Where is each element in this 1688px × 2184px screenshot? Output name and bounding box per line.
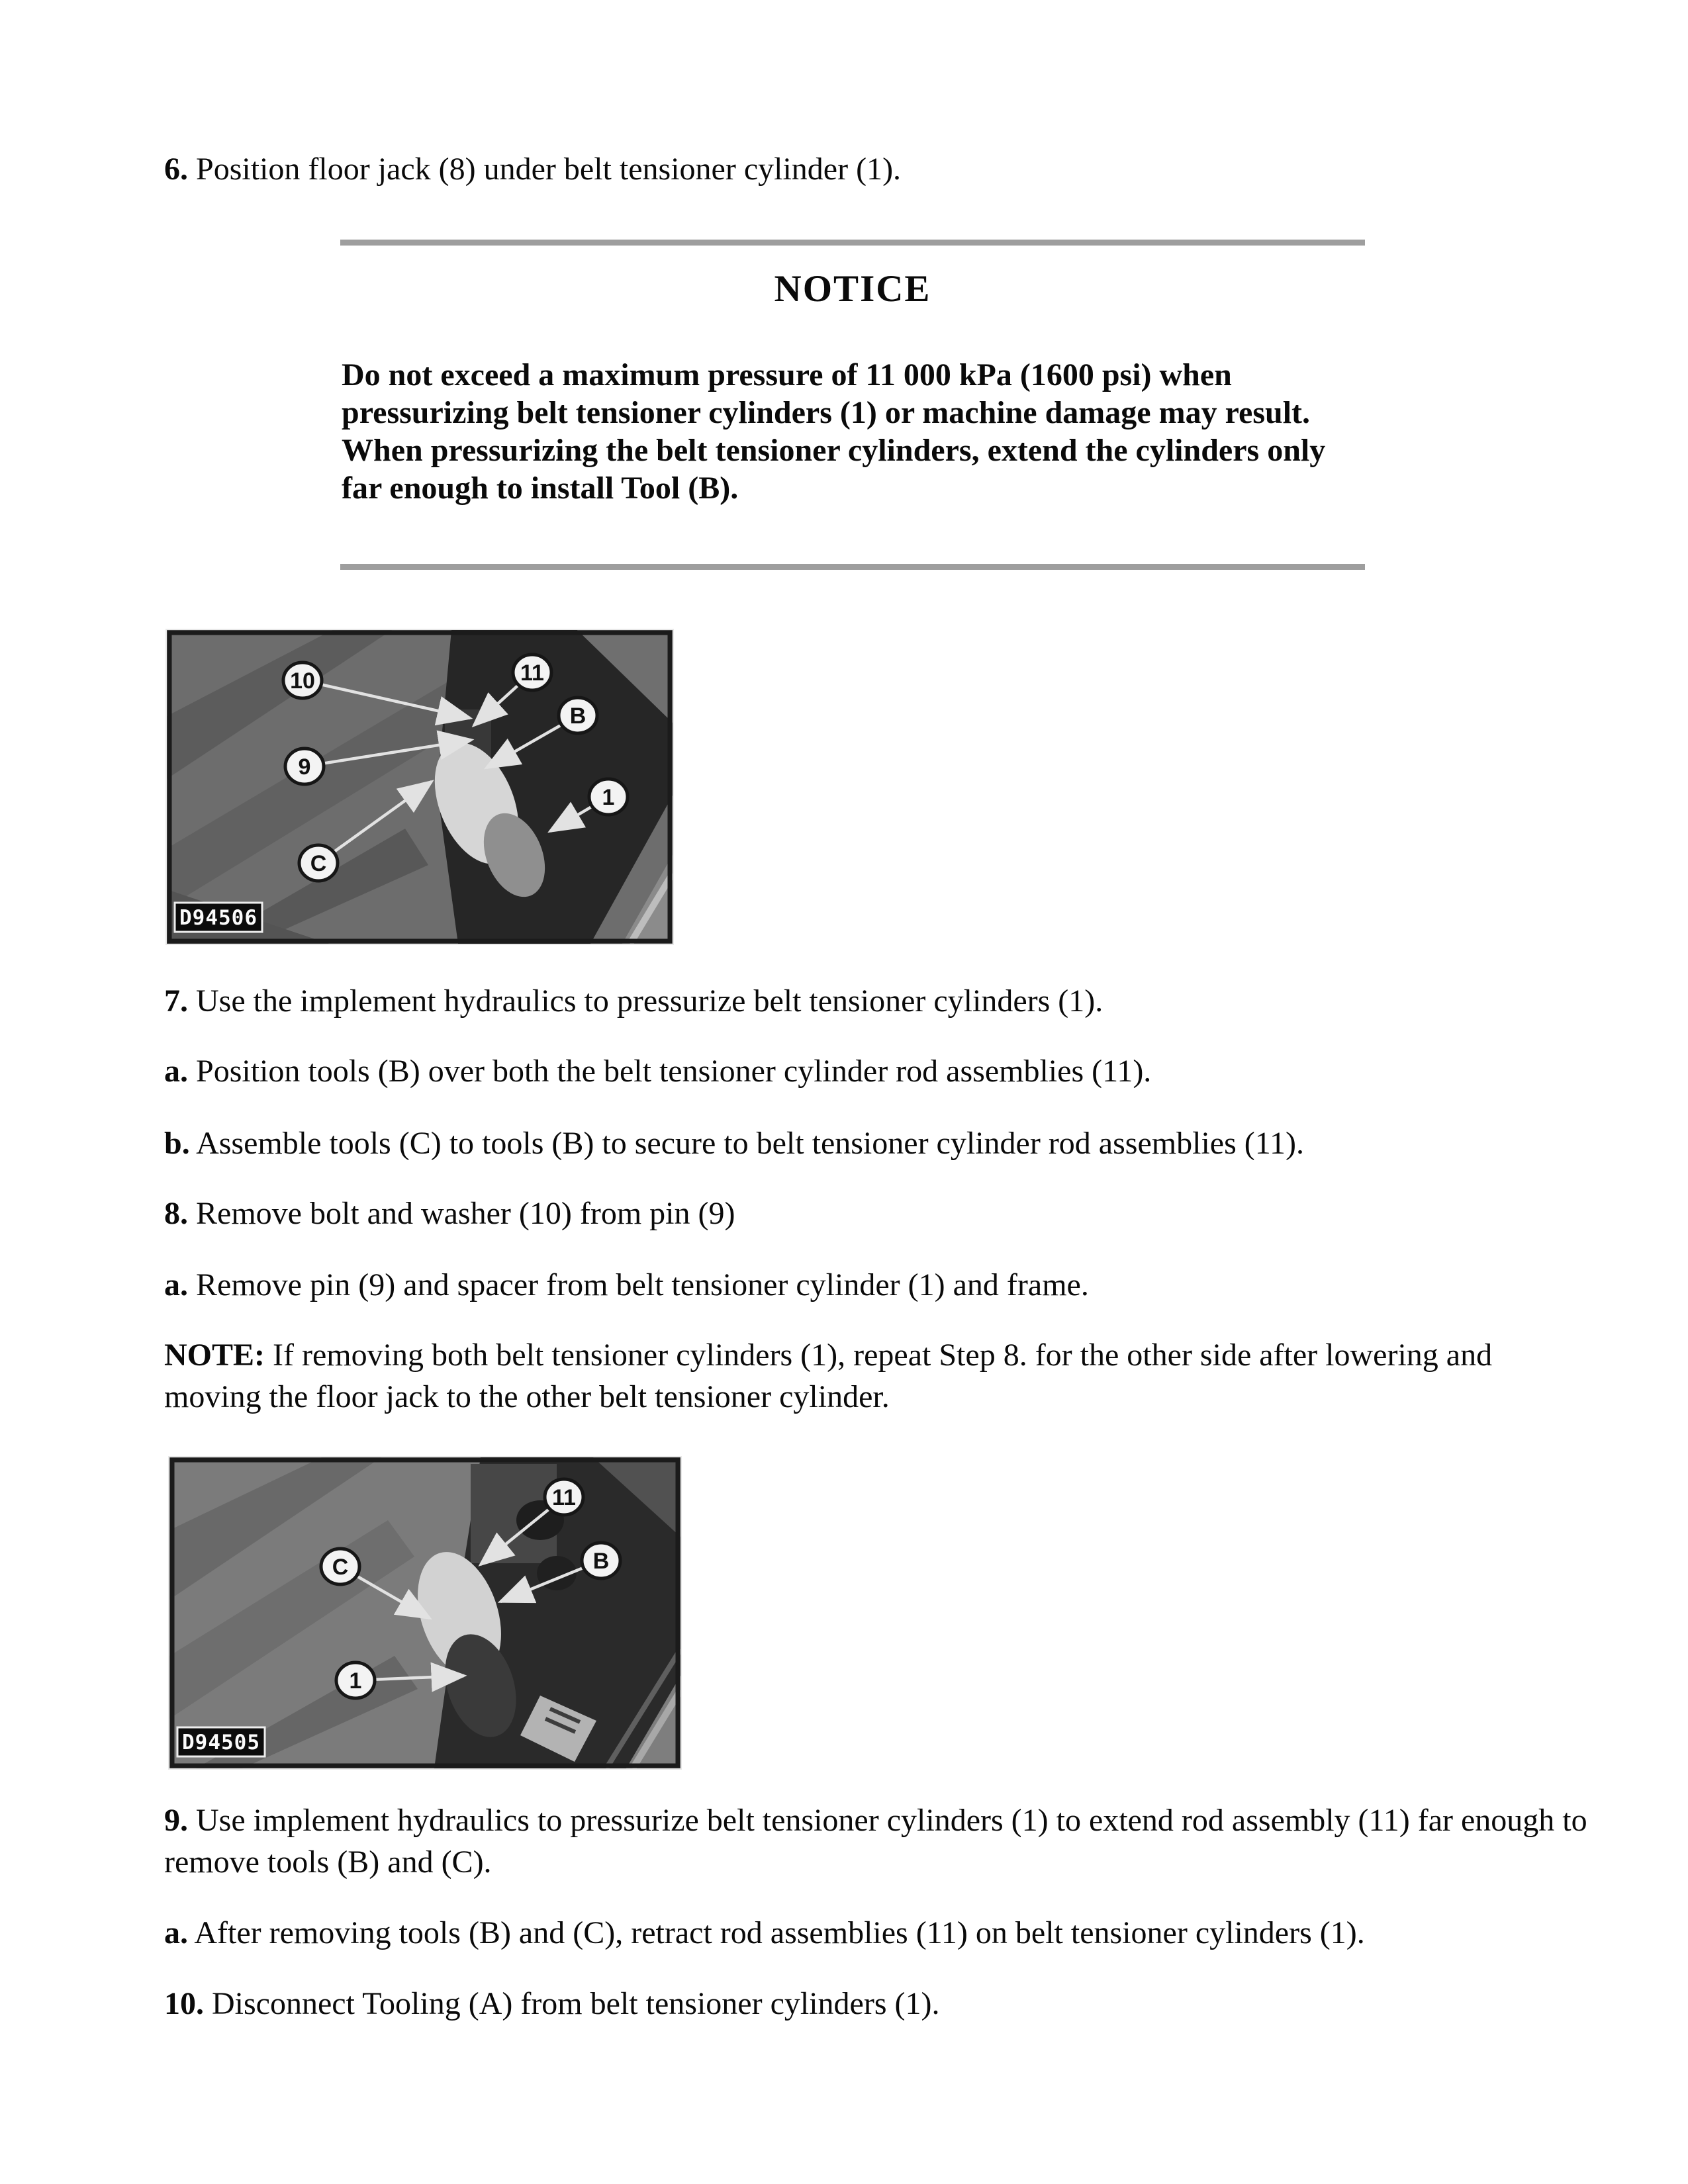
step-7a-text: Position tools (B) over both the belt tensioner cylinder rod assemblies (11). (196, 1054, 1152, 1089)
svg-text:9: 9 (298, 754, 311, 780)
svg-text:C: C (332, 1555, 349, 1580)
step-8a-number: a. (164, 1267, 188, 1302)
step-9a-text: After removing tools (B) and (C), retract rod assemblies (11) on belt tensioner cylinders (1). (194, 1915, 1365, 1950)
photo-background-2 (169, 1457, 680, 1768)
figure2-id-label (177, 1727, 265, 1756)
step-6-number: 6. (164, 152, 188, 187)
note-label: NOTE: (164, 1338, 265, 1373)
svg-text:B: B (569, 704, 586, 729)
step-8 (164, 1193, 1594, 1234)
step-7a-number: a. (164, 1054, 188, 1089)
step-10-number: 10. (164, 1986, 204, 2021)
note-text: If removing both belt tensioner cylinders (1), repeat Step 8. for the other side after lowering and moving the floor jack to the other belt tensioner cylinder. (164, 1338, 1493, 1414)
svg-text:1: 1 (349, 1668, 362, 1694)
figure-d94506 (165, 629, 674, 945)
step-6-text: Position floor jack (8) under belt tensioner cylinder (1). (196, 152, 902, 187)
step-8a (164, 1264, 1594, 1306)
step-8-number: 8. (164, 1196, 188, 1231)
step-9-number: 9. (164, 1803, 188, 1838)
figure1-id-label (175, 903, 262, 932)
step-10 (164, 1983, 1594, 2025)
step-10-text: Disconnect Tooling (A) from belt tensioner cylinders (1). (212, 1986, 940, 2021)
step-9 (164, 1799, 1594, 1883)
step-7-number: 7. (164, 983, 188, 1019)
step-9a-number: a. (164, 1915, 188, 1950)
step-9-text: Use implement hydraulics to pressurize belt tensioner cylinders (1) to extend rod assembly (11) far enough to remove tools (B) and (C). (164, 1803, 1587, 1880)
step-7b-text: Assemble tools (C) to tools (B) to secure to belt tensioner cylinder rod assemblies (11). (196, 1126, 1304, 1161)
svg-text:11: 11 (552, 1485, 576, 1510)
step-8-text: Remove bolt and washer (10) from pin (9) (196, 1196, 735, 1231)
notice-body: Do not exceed a maximum pressure of 11 000 kPa (1600 psi) when pressurizing belt tensioner cylinders (1) or machine damage may result. When pressurizing the belt tensioner cylinders, extend the cylinders only far enough to install Tool (B). (342, 357, 1326, 506)
svg-text:B: B (592, 1549, 610, 1574)
notice-top-rule (340, 240, 1365, 246)
step-7b (164, 1122, 1594, 1164)
step-7a (164, 1050, 1594, 1092)
note-paragraph (164, 1334, 1594, 1418)
svg-text:10: 10 (290, 668, 315, 694)
notice-title: NOTICE (774, 268, 931, 310)
step-7 (164, 980, 1594, 1022)
step-8a-text: Remove pin (9) and spacer from belt tensioner cylinder (1) and frame. (196, 1267, 1089, 1302)
notice-bottom-rule (340, 564, 1365, 570)
svg-text:D94506: D94506 (179, 906, 258, 930)
svg-text:11: 11 (520, 660, 544, 686)
svg-text:C: C (310, 851, 327, 876)
figure-d94505 (168, 1456, 682, 1770)
step-7-text: Use the implement hydraulics to pressurize belt tensioner cylinders (1). (196, 983, 1103, 1019)
svg-text:1: 1 (602, 785, 615, 810)
step-6 (164, 148, 1594, 190)
svg-text:D94505: D94505 (182, 1731, 260, 1754)
step-9a (164, 1912, 1594, 1954)
step-7b-number: b. (164, 1126, 190, 1161)
